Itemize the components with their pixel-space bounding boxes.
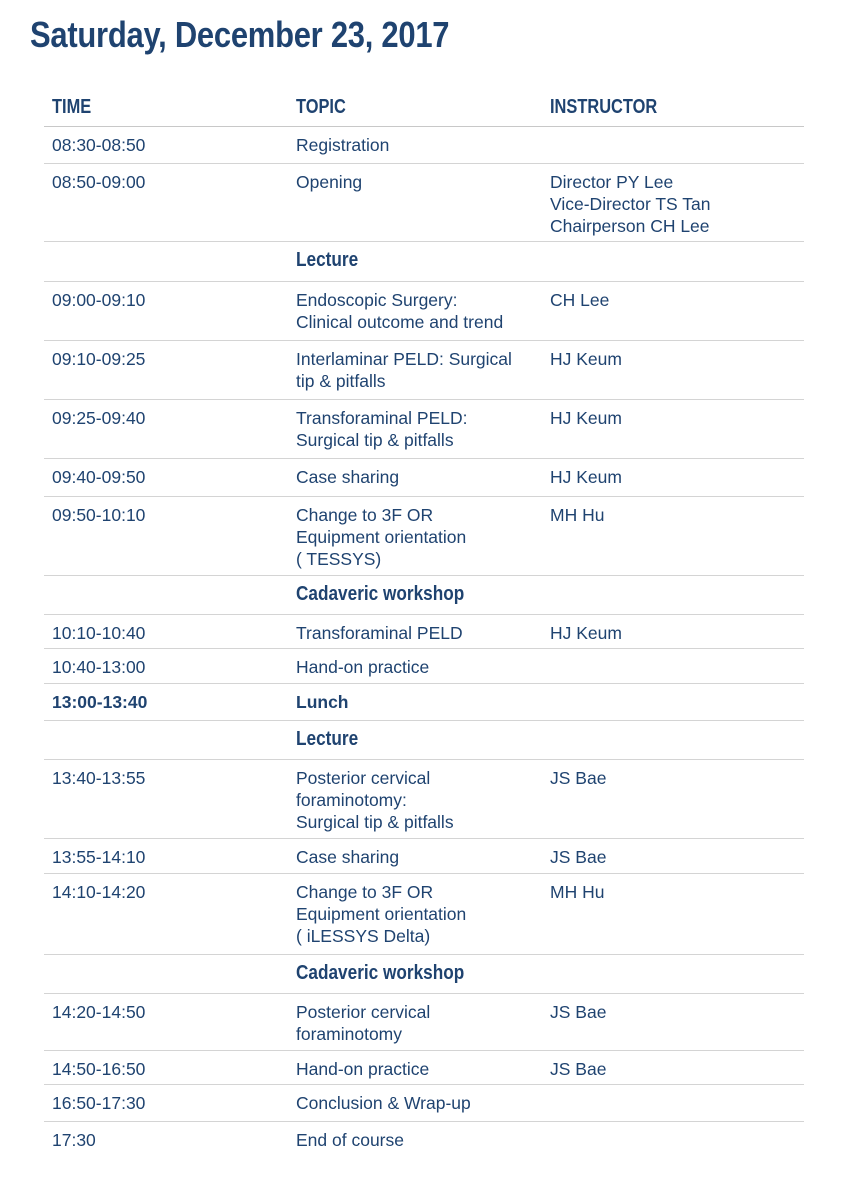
table-row — [44, 497, 804, 576]
topic-cell: Posterior cervical foraminotomy — [296, 1002, 431, 1044]
topic-cell: Posterior cervical foraminotomy: Surgical tip & pitfalls — [296, 768, 454, 832]
time-cell: 14:50-16:50 — [52, 1059, 146, 1079]
instructor-cell: HJ Keum — [550, 467, 622, 487]
table-row — [44, 615, 804, 649]
table-row — [44, 1122, 804, 1159]
time-cell: 10:40-13:00 — [52, 657, 146, 677]
table-row — [44, 1085, 804, 1122]
time-cell: 13:00-13:40 — [52, 692, 148, 712]
instructor-cell: HJ Keum — [550, 623, 622, 643]
instructor-cell: JS Bae — [550, 768, 607, 788]
section-row — [44, 242, 804, 282]
instructor-cell — [550, 576, 804, 614]
table-row — [44, 1051, 804, 1085]
topic-cell: Conclusion & Wrap-up — [296, 1093, 471, 1113]
instructor-cell: Director PY Lee Vice-Director TS Tan Chairperson CH Lee — [550, 172, 711, 236]
instructor-cell — [550, 649, 804, 683]
instructor-cell — [550, 242, 804, 281]
table-row — [44, 649, 804, 684]
section-heading — [296, 721, 550, 759]
instructor-cell — [550, 721, 804, 759]
section-heading — [296, 955, 550, 993]
section-heading-text: Lecture — [296, 728, 359, 750]
section-row — [44, 955, 804, 994]
header-time: TIME — [52, 95, 92, 118]
topic-cell: Change to 3F OR Equipment orientation ( TESSYS) — [296, 505, 467, 569]
section-row — [44, 576, 804, 615]
topic-cell: Case sharing — [296, 467, 400, 487]
time-cell: 09:10-09:25 — [52, 349, 146, 369]
table-row — [44, 994, 804, 1051]
instructor-cell: MH Hu — [550, 505, 605, 525]
topic-cell: Transforaminal PELD: Surgical tip & pitfalls — [296, 408, 468, 450]
table-row — [44, 684, 804, 721]
topic-cell: Change to 3F OR Equipment orientation ( iLESSYS Delta) — [296, 882, 467, 946]
topic-cell: Case sharing — [296, 847, 400, 867]
table-row — [44, 127, 804, 164]
page-title: Saturday, December 23, 2017 — [30, 14, 450, 55]
time-cell: 09:00-09:10 — [52, 290, 146, 310]
instructor-cell: JS Bae — [550, 1059, 607, 1079]
instructor-cell: JS Bae — [550, 1002, 607, 1022]
time-cell — [44, 576, 296, 614]
time-cell: 08:30-08:50 — [52, 135, 146, 155]
table-body — [44, 127, 804, 1159]
header-instructor: INSTRUCTOR — [550, 95, 658, 118]
section-heading-text: Lecture — [296, 249, 359, 271]
time-cell: 08:50-09:00 — [52, 172, 146, 192]
topic-cell: End of course — [296, 1130, 404, 1150]
time-cell: 14:10-14:20 — [52, 882, 146, 902]
header-time-cell — [44, 96, 296, 119]
header-topic: TOPIC — [296, 95, 346, 118]
time-cell: 16:50-17:30 — [52, 1093, 146, 1113]
table-row — [44, 400, 804, 459]
time-cell: 10:10-10:40 — [52, 623, 146, 643]
time-cell — [44, 955, 296, 993]
instructor-cell: MH Hu — [550, 882, 605, 902]
instructor-cell — [550, 127, 804, 163]
topic-cell: Lunch — [296, 692, 349, 712]
table-row — [44, 760, 804, 839]
topic-cell: Transforaminal PELD — [296, 623, 463, 643]
instructor-cell — [550, 1122, 804, 1159]
topic-cell: Hand-on practice — [296, 657, 430, 677]
instructor-cell — [550, 955, 804, 993]
section-heading — [296, 242, 550, 281]
section-heading-text: Cadaveric workshop — [296, 962, 465, 984]
time-cell: 17:30 — [52, 1130, 96, 1150]
time-cell — [44, 721, 296, 759]
instructor-cell — [550, 1085, 804, 1121]
instructor-cell — [550, 684, 804, 720]
section-heading — [296, 576, 550, 614]
table-row — [44, 874, 804, 955]
instructor-cell: JS Bae — [550, 847, 607, 867]
time-cell: 13:55-14:10 — [52, 847, 146, 867]
header-instructor-cell — [550, 96, 804, 119]
time-cell — [44, 242, 296, 281]
table-row — [44, 164, 804, 242]
instructor-cell: HJ Keum — [550, 349, 622, 369]
time-cell: 14:20-14:50 — [52, 1002, 146, 1022]
table-row — [44, 282, 804, 341]
table-header — [44, 88, 804, 127]
topic-cell: Opening — [296, 172, 363, 192]
header-topic-cell — [296, 96, 550, 119]
schedule-table — [44, 88, 804, 1159]
time-cell: 09:40-09:50 — [52, 467, 146, 487]
section-heading-text: Cadaveric workshop — [296, 583, 465, 605]
topic-cell: Hand-on practice — [296, 1059, 430, 1079]
section-row — [44, 721, 804, 760]
time-cell: 09:25-09:40 — [52, 408, 146, 428]
table-row — [44, 341, 804, 400]
topic-cell: Endoscopic Surgery: Clinical outcome and trend — [296, 290, 504, 332]
instructor-cell: HJ Keum — [550, 408, 622, 428]
time-cell: 13:40-13:55 — [52, 768, 146, 788]
topic-cell: Interlaminar PELD: Surgical tip & pitfalls — [296, 349, 512, 391]
table-row — [44, 459, 804, 497]
table-row — [44, 839, 804, 874]
topic-cell: Registration — [296, 135, 390, 155]
time-cell: 09:50-10:10 — [52, 505, 146, 525]
instructor-cell: CH Lee — [550, 290, 610, 310]
